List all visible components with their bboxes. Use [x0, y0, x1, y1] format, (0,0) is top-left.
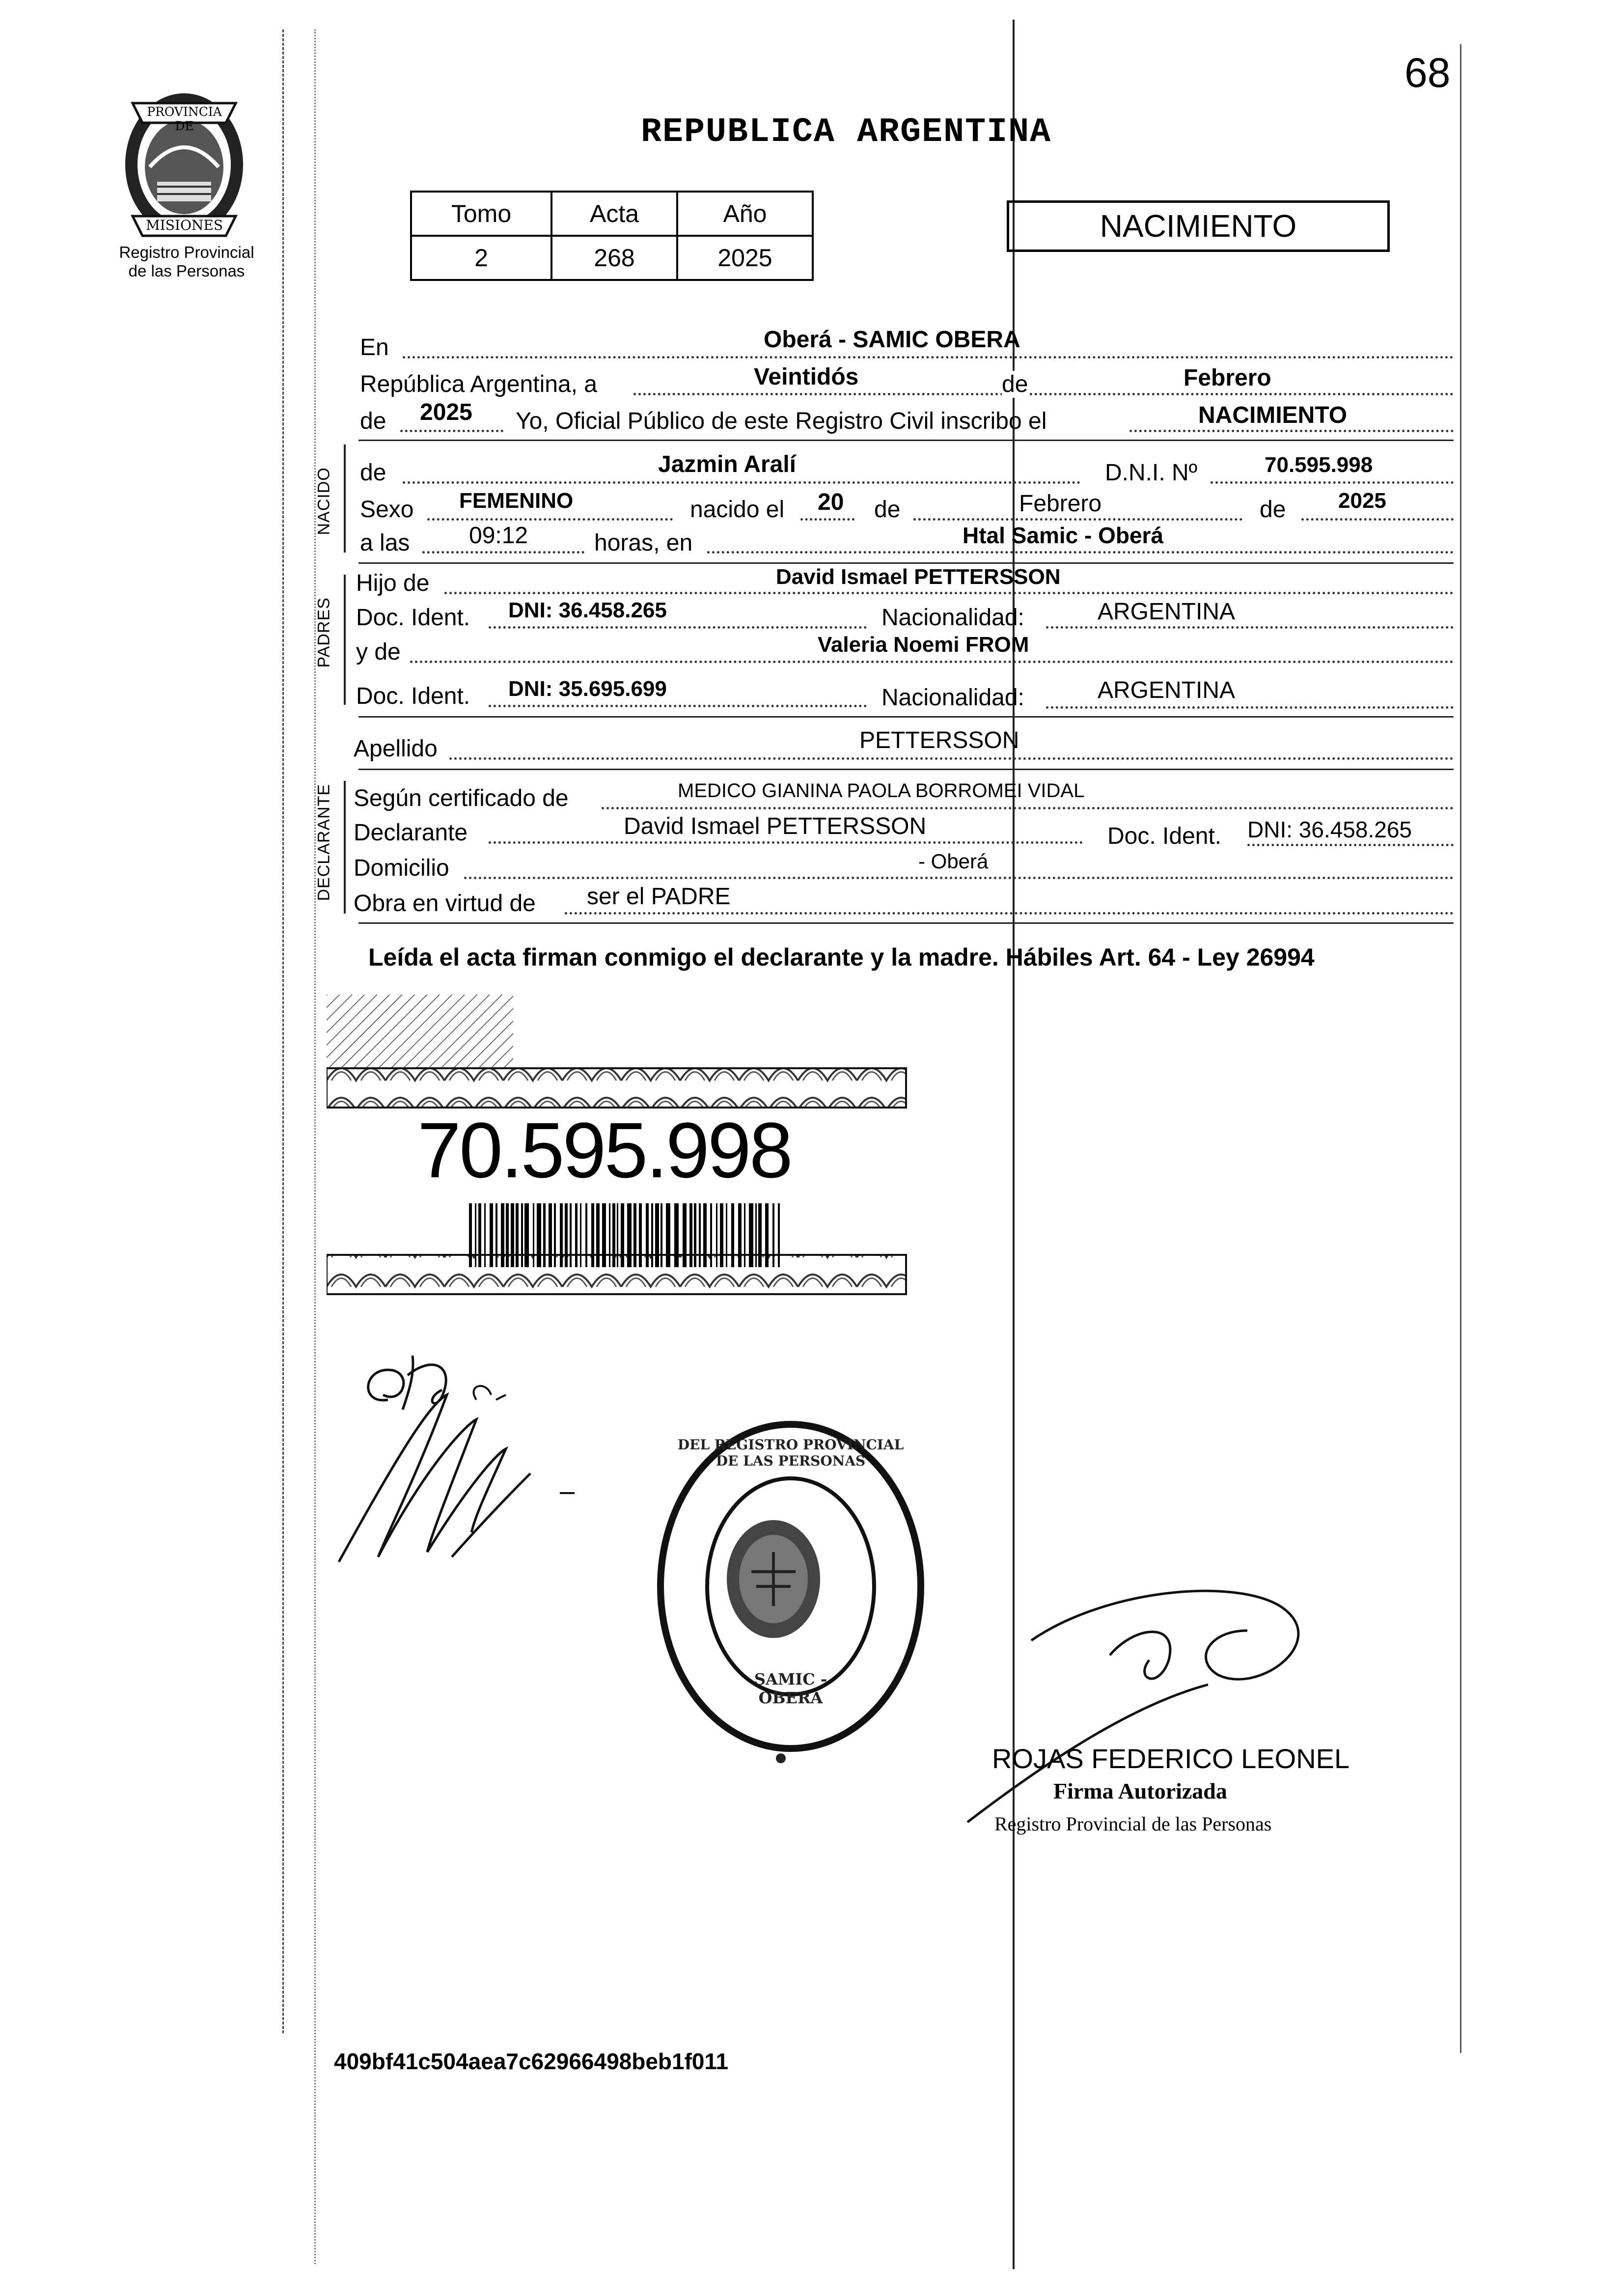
dots-declarant	[489, 841, 1083, 844]
label-apellido: Apellido	[354, 736, 438, 762]
declarant-signature	[329, 1326, 604, 1584]
side-label-padres: PADRES	[314, 597, 333, 668]
label-child-de: de	[360, 460, 386, 486]
label-y-de: y de	[356, 639, 401, 665]
register-value-acta: 268	[551, 236, 677, 280]
label-de-month: de	[1002, 371, 1028, 397]
barcode-bar	[661, 1203, 662, 1267]
barcode-bar	[633, 1203, 636, 1267]
birth-month: Febrero	[1019, 491, 1102, 517]
province-logo	[113, 83, 255, 241]
dots-year	[400, 430, 503, 432]
dots-birth-month	[913, 518, 1242, 521]
birth-day: 20	[818, 489, 844, 515]
child-dni: 70.595.998	[1265, 453, 1373, 477]
label-hijo-de: Hijo de	[356, 570, 430, 596]
dots-surname	[449, 757, 1454, 760]
section-bracket-padres	[344, 575, 346, 705]
barcode-bar	[612, 1203, 615, 1267]
document-hash: 409bf41c504aea7c62966498beb1f011	[334, 2049, 729, 2074]
section-bracket-declarante	[344, 781, 346, 914]
barcode-bar	[554, 1203, 556, 1267]
label-sexo: Sexo	[360, 497, 414, 523]
barcode-bar	[655, 1203, 659, 1267]
label-republica: República Argentina, a	[360, 371, 597, 397]
place-of-registration: Oberá - SAMIC OBERA	[764, 327, 1020, 353]
child-sex: FEMENINO	[459, 489, 574, 513]
barcode-bar	[674, 1203, 679, 1267]
barcode-bar	[694, 1203, 696, 1267]
barcode-bar	[716, 1203, 717, 1267]
side-label-declarante: DECLARANTE	[314, 783, 333, 901]
rule-apellido-end	[358, 769, 1454, 770]
section-bracket-nacido	[344, 444, 346, 553]
dots-birth-time	[422, 551, 584, 554]
label-doc-mother: Doc. Ident.	[356, 683, 470, 709]
dots-republica	[633, 393, 1454, 395]
label-horas-en: horas, en	[594, 530, 693, 556]
barcode-bar	[609, 1203, 610, 1267]
act-type-box: NACIMIENTO	[1007, 200, 1390, 252]
dots-en	[403, 356, 1454, 359]
logo-seal-top: PROVINCIA DE	[147, 105, 222, 133]
dots-child-name	[403, 481, 1080, 484]
barcode-bar	[720, 1203, 723, 1267]
register-header-anio: Año	[677, 192, 813, 236]
father-doc: DNI: 36.458.265	[508, 598, 667, 622]
dots-birth-place	[707, 551, 1454, 554]
register-value-anio: 2025	[677, 236, 813, 280]
closing-statement: Leída el acta firman conmigo el declarante y la madre. Hábiles Art. 64 - Ley 26994	[368, 943, 1315, 971]
dots-dni	[1211, 481, 1454, 484]
signature-icon	[329, 1326, 604, 1581]
label-doc-declarant: Doc. Ident.	[1107, 823, 1222, 849]
left-margin-rule	[282, 29, 284, 2033]
barcode-bar	[651, 1203, 653, 1267]
label-nacido-el: nacido el	[690, 497, 785, 523]
birth-place: Htal Samic - Oberá	[963, 523, 1164, 548]
barcode-bar	[521, 1203, 523, 1267]
barcode-bar	[537, 1203, 541, 1267]
mother-nationality: ARGENTINA	[1098, 677, 1236, 703]
rule-declarante-end	[358, 922, 1454, 924]
logo-caption-line2: de las Personas	[128, 262, 245, 280]
barcode-bar	[565, 1203, 568, 1267]
father-name: David Ismael PETTERSSON	[776, 565, 1061, 589]
declarant-doc: DNI: 36.458.265	[1247, 817, 1412, 842]
official-title: Firma Autorizada	[1053, 1778, 1227, 1803]
security-number: 70.595.998	[417, 1106, 791, 1194]
side-label-nacido: NACIDO	[314, 467, 333, 535]
barcode-bar	[738, 1203, 742, 1267]
dots-declarant-doc	[1247, 844, 1454, 846]
dots-capacity	[565, 912, 1454, 915]
label-dni: D.N.I. Nº	[1105, 460, 1198, 486]
barcode-bar	[591, 1203, 594, 1267]
barcode-bar	[778, 1203, 780, 1267]
barcode-bar	[516, 1203, 519, 1267]
oficial-statement: Yo, Oficial Público de este Registro Civil inscribo el	[516, 408, 1047, 434]
barcode-bar	[511, 1203, 514, 1267]
barcode-bar	[689, 1203, 692, 1267]
barcode-bar	[506, 1203, 509, 1267]
barcode-bar	[570, 1203, 572, 1267]
barcode-bar	[744, 1203, 745, 1267]
label-en: En	[360, 334, 389, 361]
rule-nacido-end	[358, 562, 1454, 564]
stamp-inner-text: SAMIC - OBERA	[754, 1670, 827, 1707]
barcode-bar	[484, 1203, 486, 1267]
register-value-tomo: 2	[411, 236, 551, 280]
barcode-bar	[731, 1203, 734, 1267]
barcode-icon	[469, 1203, 783, 1267]
barcode-bar	[639, 1203, 642, 1267]
barcode-bar	[710, 1203, 712, 1267]
barcode-bar	[627, 1203, 632, 1267]
barcode-bar	[596, 1203, 600, 1267]
country-title: REPUBLICA ARGENTINA	[641, 113, 1052, 152]
rule-header-end	[358, 440, 1454, 441]
barcode-bar	[490, 1203, 493, 1267]
barcode-bar	[772, 1203, 774, 1267]
label-doc-father: Doc. Ident.	[356, 605, 470, 631]
registration-year: 2025	[420, 399, 472, 425]
dots-father-doc	[489, 626, 867, 629]
barcode-bar	[703, 1203, 707, 1267]
declarant-capacity: ser el PADRE	[587, 884, 731, 910]
barcode-bar	[469, 1203, 472, 1267]
barcode-bar	[758, 1203, 762, 1267]
child-name: Jazmin Aralí	[658, 451, 796, 477]
register-table-values	[411, 236, 813, 280]
barcode-bar	[755, 1203, 757, 1267]
dots-birth-year	[1301, 518, 1454, 521]
birth-time: 09:12	[469, 523, 528, 549]
barcode-bar	[646, 1203, 649, 1267]
barcode-bar	[549, 1203, 552, 1267]
barcode-bar	[683, 1203, 687, 1267]
label-nacionalidad-father: Nacionalidad:	[881, 605, 1024, 631]
father-nationality: ARGENTINA	[1098, 599, 1236, 625]
surname: PETTERSSON	[859, 727, 1019, 753]
mother-name: Valeria Noemi FROM	[818, 633, 1029, 657]
logo-caption-line1: Registro Provincial	[119, 243, 254, 261]
dots-address	[464, 877, 1454, 879]
declarant-name: David Ismael PETTERSSON	[624, 813, 927, 839]
barcode	[469, 1203, 783, 1267]
dots-mother-nat	[1046, 706, 1454, 709]
stamp-ring-text: DEL REGISTRO PROVINCIAL DE LAS PERSONAS	[677, 1437, 904, 1469]
inscribed-event: NACIMIENTO	[1198, 402, 1348, 428]
logo-seal-bottom: MISIONES	[145, 217, 223, 233]
register-table-header	[411, 192, 813, 236]
barcode-bar	[575, 1203, 578, 1267]
barcode-bar	[524, 1203, 529, 1267]
dots-father-nat	[1046, 626, 1454, 629]
label-de-birth-year: de	[1260, 497, 1286, 523]
barcode-bar	[560, 1203, 563, 1267]
barcode-bar	[749, 1203, 753, 1267]
register-header-acta: Acta	[551, 192, 677, 236]
page-number: 68	[1404, 50, 1451, 96]
barcode-bar	[533, 1203, 534, 1267]
dots-certificate	[602, 807, 1454, 809]
barcode-bar	[699, 1203, 701, 1267]
label-domicilio: Domicilio	[354, 855, 449, 881]
mother-doc: DNI: 35.695.699	[508, 677, 667, 701]
dots-mother-doc	[489, 705, 867, 707]
official-name: ROJAS FEDERICO LEONEL	[992, 1743, 1350, 1774]
register-header-tomo: Tomo	[411, 192, 551, 236]
barcode-bar	[666, 1203, 670, 1267]
address: - Oberá	[918, 850, 989, 873]
official-office: Registro Provincial de las Personas	[994, 1813, 1272, 1835]
label-certificado: Según certificado de	[354, 785, 569, 811]
official-stamp	[648, 1414, 933, 1798]
barcode-bar	[475, 1203, 476, 1267]
dots-mother-name	[410, 661, 1454, 663]
logo-caption	[93, 243, 280, 280]
label-nacionalidad-mother: Nacionalidad:	[881, 685, 1024, 711]
barcode-bar	[602, 1203, 606, 1267]
barcode-bar	[495, 1203, 497, 1267]
label-obra-en-virtud: Obra en virtud de	[354, 890, 536, 916]
registration-day: Veintidós	[754, 364, 859, 390]
birth-year: 2025	[1338, 489, 1386, 513]
certificate-issuer: MEDICO GIANINA PAOLA BORROMEI VIDAL	[678, 780, 1085, 802]
rule-padres-end	[358, 716, 1454, 718]
barcode-bar	[585, 1203, 587, 1267]
left-margin-rule-dots	[314, 29, 316, 2264]
right-edge-line	[1460, 44, 1461, 2053]
label-de-birth-month: de	[874, 497, 901, 523]
registration-month: Febrero	[1184, 365, 1271, 391]
barcode-bar	[580, 1203, 581, 1267]
barcode-bar	[726, 1203, 727, 1267]
dots-father-name	[444, 592, 1454, 594]
label-declarante: Declarante	[354, 820, 468, 846]
dots-inscribe	[1129, 430, 1454, 432]
register-table	[410, 191, 814, 281]
dots-sexo	[427, 518, 673, 521]
stamp-seal-icon	[648, 1414, 933, 1798]
barcode-bar	[621, 1203, 624, 1267]
label-a-las: a las	[360, 530, 410, 556]
barcode-bar	[617, 1203, 618, 1267]
barcode-bar	[501, 1203, 504, 1267]
barcode-bar	[765, 1203, 769, 1267]
barcode-bar	[543, 1203, 546, 1267]
dots-birth-day	[800, 518, 854, 521]
barcode-bar	[478, 1203, 481, 1267]
label-de-year: de	[360, 408, 386, 434]
